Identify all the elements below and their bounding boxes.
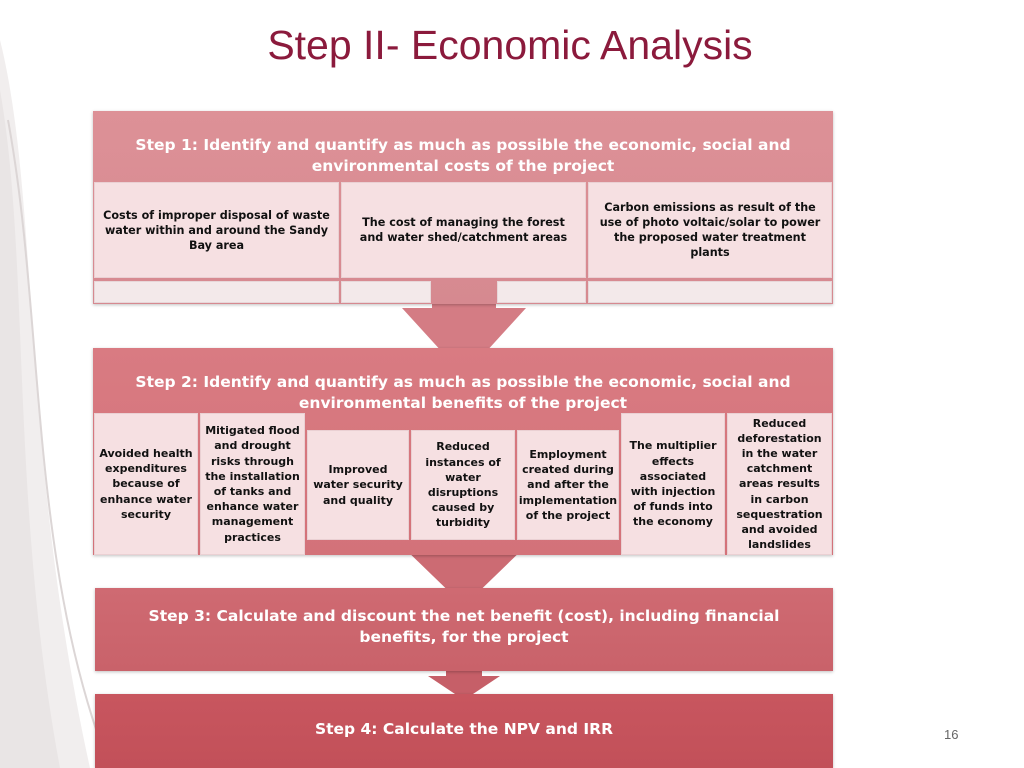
step-2-item-text: Employment created during and after the implementation of the project (518, 447, 618, 522)
step-4-title: Step 4: Calculate the NPV and IRR (314, 720, 614, 738)
step-2-item-text: Reduced deforestation in the water catchment areas results in carbon sequestration and avoided landslides (736, 416, 823, 552)
step-1-item (341, 182, 586, 278)
step-3-title: Step 3: Calculate and discount the net benefit (cost), including financial benefits, for the project (148, 607, 780, 646)
step-1-item-text: The cost of managing the forest and water shed/catchment areas (359, 216, 568, 244)
step-4-box (95, 694, 833, 768)
step-2-item-text: Reduced instances of water disruptions caused by turbidity (425, 440, 501, 530)
step-1-footer-strip (94, 281, 339, 303)
step-2-item (94, 413, 198, 555)
step-2-item (727, 413, 832, 555)
step-2-item (200, 413, 305, 555)
step-1-item-text: Carbon emissions as result of the use of photo voltaic/solar to power the proposed water treatment plants (599, 201, 821, 259)
step-1-footer-strip (497, 281, 586, 303)
step-2-item-text: The multiplier effects associated with injection of funds into the economy (629, 439, 717, 529)
step-2-item-text: Mitigated flood and drought risks through the installation of tanks and enhance water management practices (205, 424, 300, 544)
step-2-item (411, 430, 515, 540)
step-1-item (94, 182, 339, 278)
page-title: Step II- Economic Analysis (267, 22, 753, 68)
step-1-footer-strip (341, 281, 431, 303)
step-1-item (588, 182, 832, 278)
step-2-title: Step 2: Identify and quantify as much as possible the economic, social and environmental benefits of the project (135, 373, 791, 412)
step-2-item-text: Improved water security and quality (313, 463, 403, 507)
step-2-item-text: Avoided health expenditures because of enhance water security (99, 446, 193, 521)
step-2-item (621, 413, 725, 555)
step-3-box (95, 588, 833, 671)
step-2-item (517, 430, 619, 540)
step-1-item-text: Costs of improper disposal of waste water within and around the Sandy Bay area (103, 208, 330, 252)
step-1-title: Step 1: Identify and quantify as much as possible the economic, social and environmental costs of the project (135, 136, 791, 175)
step-2-item (307, 430, 409, 540)
page-number: 16 (944, 727, 959, 742)
step-1-footer-strip (588, 281, 832, 303)
